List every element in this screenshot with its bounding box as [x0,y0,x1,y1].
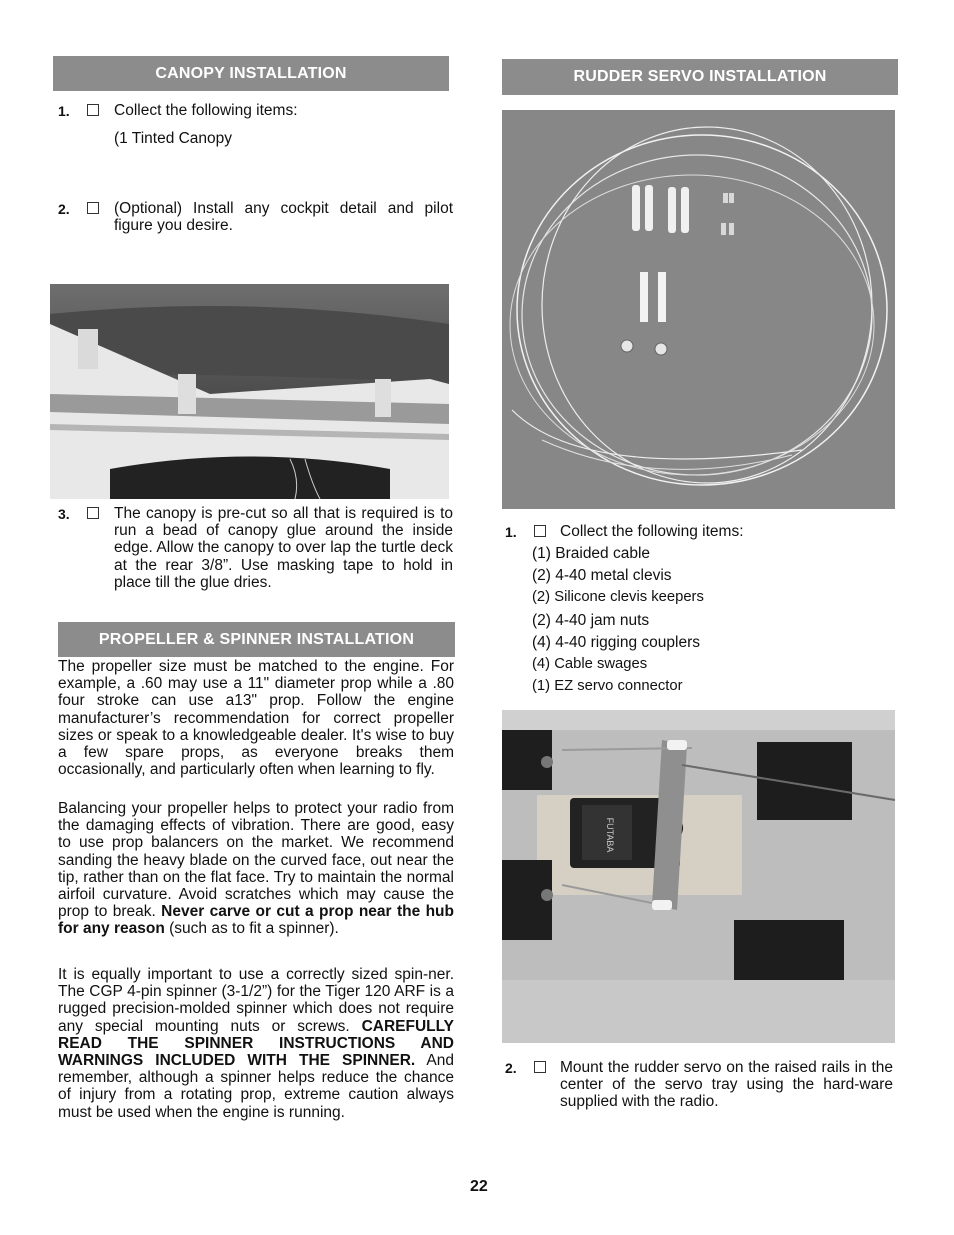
servo-brand-label: FUTABA [605,817,615,853]
rudder-step1-number: 1. [505,524,517,540]
spinner-paragraph-warning: CAREFULLY READ THE SPINNER INSTRUCTIONS AND WARNINGS INCLUDED WITH THE SPINNER. [58,1017,454,1070]
rudder-item-4: (2) 4-40 jam nuts [532,612,650,629]
canopy-step1-checkbox[interactable] [87,104,99,116]
canopy-step2-number: 2. [58,201,70,217]
rudder-item-2: (2) 4-40 metal clevis [532,567,672,584]
rudder-step2-checkbox[interactable] [534,1061,546,1073]
spinner-paragraph-tail: And remember, although a spinner helps reduce the chance of injury from a rotating prop, extreme caution always must be used when the engine is running. [58,1052,454,1121]
canopy-step3-text: The canopy is pre-cut so all that is required is to run a bead of canopy glue around the inside edge. Allow the canopy to over lap the turtle deck at the rear 3/8”. Use masking tape to hold in place till the glue dries. [114,505,453,591]
rudder-parts-photo-image [502,110,895,509]
canopy-step1-text: Collect the following items: [114,102,298,119]
rudder-step1-text: Collect the following items: [560,523,744,540]
canopy-step1-item: (1 Tinted Canopy [114,130,233,147]
rudder-item-1: (1) Braided cable [532,545,651,562]
canopy-installation-title: CANOPY INSTALLATION [155,64,347,82]
spinner-paragraph-text: It is equally important to use a correctly sized spin-ner. The CGP 4-pin spinner (3-1/2”) for the Tiger 120 ARF is a rugged precision-molded spinner which does not require any special mounting nuts or screws. [58,966,454,1035]
canopy-photo-image [50,284,449,499]
propeller-paragraph-2-warning: Never carve or cut a prop near the hub for any reason [58,903,454,938]
rudder-item-7: (1) EZ servo connector [532,678,683,694]
servo-tray-photo [502,710,895,1043]
propeller-spinner-header [58,622,455,657]
spinner-paragraph [58,966,454,1121]
rudder-step2-text: Mount the rudder servo on the raised rails in the center of the servo tray using the hard-ware supplied with the radio. [560,1059,893,1111]
propeller-paragraph-2-text: Balancing your propeller helps to protect your radio from the damaging effects of vibration. There are good, easy to use prop balancers on the market. We recommend sanding the heavy blade on the curved face, out near the tip, rather than on the flat face. Try to maintain the normal airfoil curvature. Avoid scratches which may cause the prop to break. [58,800,454,921]
propeller-spinner-title: PROPELLER & SPINNER INSTALLATION [98,630,415,648]
canopy-step3-number: 3. [58,506,70,522]
rudder-step2-number: 2. [505,1060,517,1076]
canopy-step2-checkbox[interactable] [87,202,99,214]
rudder-item-6: (4) Cable swages [532,656,648,672]
canopy-step3-checkbox[interactable] [87,507,99,519]
rudder-item-3: (2) Silicone clevis keepers [532,589,704,605]
canopy-installation-header [53,56,449,91]
propeller-paragraph-2-tail: (such as to fit a spinner). [169,920,339,938]
propeller-paragraph-1: The propeller size must be matched to the engine. For example, a .60 may use a 11" diameter prop while a .80 four stroke can use a13" prop. Follow the engine manufacturer’s recommendation for correct propeller sizes or speak to a knowledgeable dealer. It's wise to buy a few spare props, as everyone breaks them occasionally, and particularly often when learning to fly. [58,658,454,779]
canopy-step2-text: (Optional) Install any cockpit detail and pilot figure you desire. [114,200,453,235]
canopy-photo [50,284,449,499]
rudder-servo-header [502,59,898,95]
propeller-paragraph-2 [58,800,454,938]
canopy-step1-number: 1. [58,103,70,119]
rudder-step1-checkbox[interactable] [534,525,546,537]
rudder-item-5: (4) 4-40 rigging couplers [532,634,701,651]
servo-tray-photo-image [502,710,895,1043]
rudder-servo-title: RUDDER SERVO INSTALLATION [573,68,827,85]
page-number: 22 [470,1178,488,1195]
rudder-parts-photo [502,110,895,509]
